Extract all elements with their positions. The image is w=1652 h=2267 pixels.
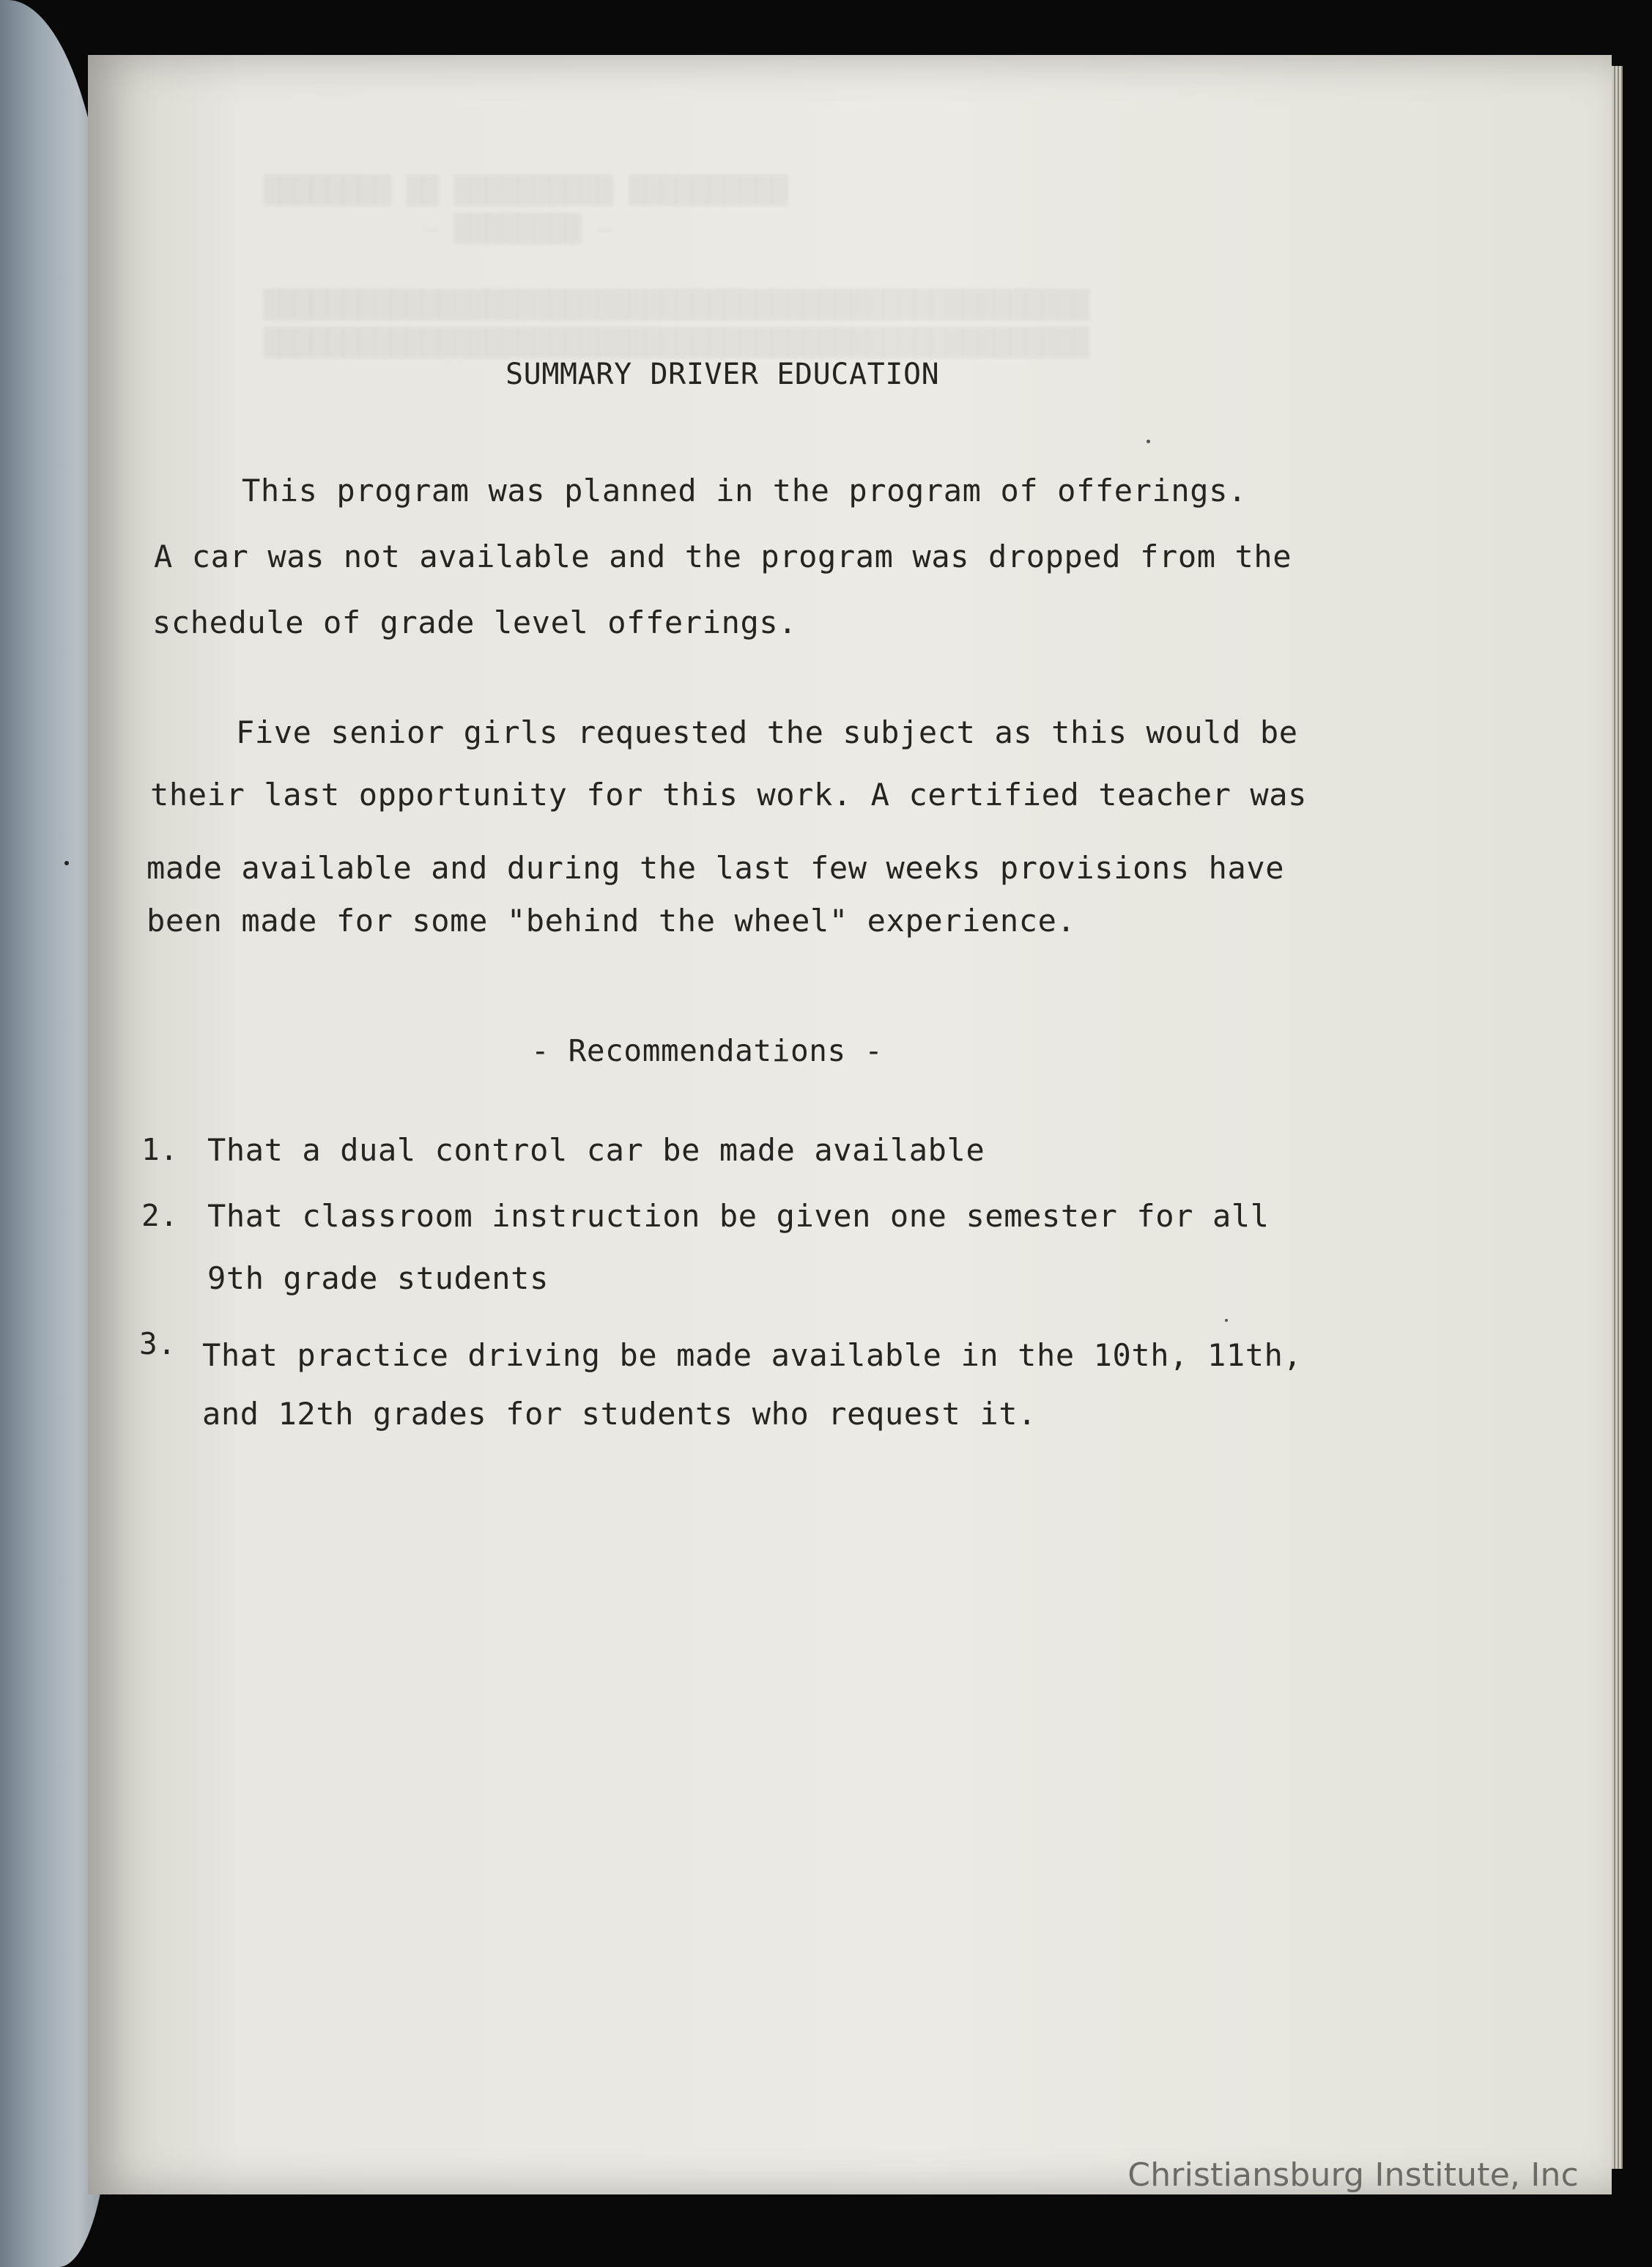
recommendation-3-text-line-1: That practice driving be made available in the 10th, 11th, <box>202 1337 1303 1373</box>
recommendation-1-text: That a dual control car be made available <box>207 1132 985 1168</box>
paragraph-2-line-2: their last opportunity for this work. A certified teacher was <box>150 777 1308 813</box>
paragraph-2-line-4: been made for some "behind the wheel" experience. <box>147 903 1076 939</box>
paragraph-2-line-3: made available and during the last few weeks provisions have <box>147 850 1285 886</box>
paragraph-1-line-3: schedule of grade level offerings. <box>152 604 798 640</box>
paragraph-1-line-1: This program was planned in the program of offerings. <box>242 473 1247 508</box>
recommendation-3-text-line-2: and 12th grades for students who request it. <box>202 1396 1037 1432</box>
paper-speck <box>1225 1319 1228 1322</box>
page-title: SUMMARY DRIVER EDUCATION <box>505 358 940 391</box>
paragraph-1-line-2: A car was not available and the program was dropped from the <box>154 539 1292 574</box>
bleed-through-texture: ████████ ██ ██████████ ██████████ ‒ ████████ ‒ ████████████████████████████████████████████████████ ████████████████████████████████████████████████████ <box>264 176 1090 358</box>
recommendation-2-text-line-2: 9th grade students <box>207 1260 549 1296</box>
recommendation-3-number: 3. <box>139 1326 177 1361</box>
recommendations-heading: - Recommendations - <box>531 1033 884 1068</box>
paper-speck <box>1147 440 1150 443</box>
recommendation-2-number: 2. <box>141 1198 179 1233</box>
paper-speck <box>64 861 69 865</box>
paragraph-2-line-1: Five senior girls requested the subject as this would be <box>236 714 1298 750</box>
watermark: Christiansburg Institute, Inc <box>1127 2156 1579 2194</box>
recommendation-1-number: 1. <box>141 1132 179 1167</box>
recommendation-2-text-line-1: That classroom instruction be given one semester for all <box>207 1198 1270 1234</box>
